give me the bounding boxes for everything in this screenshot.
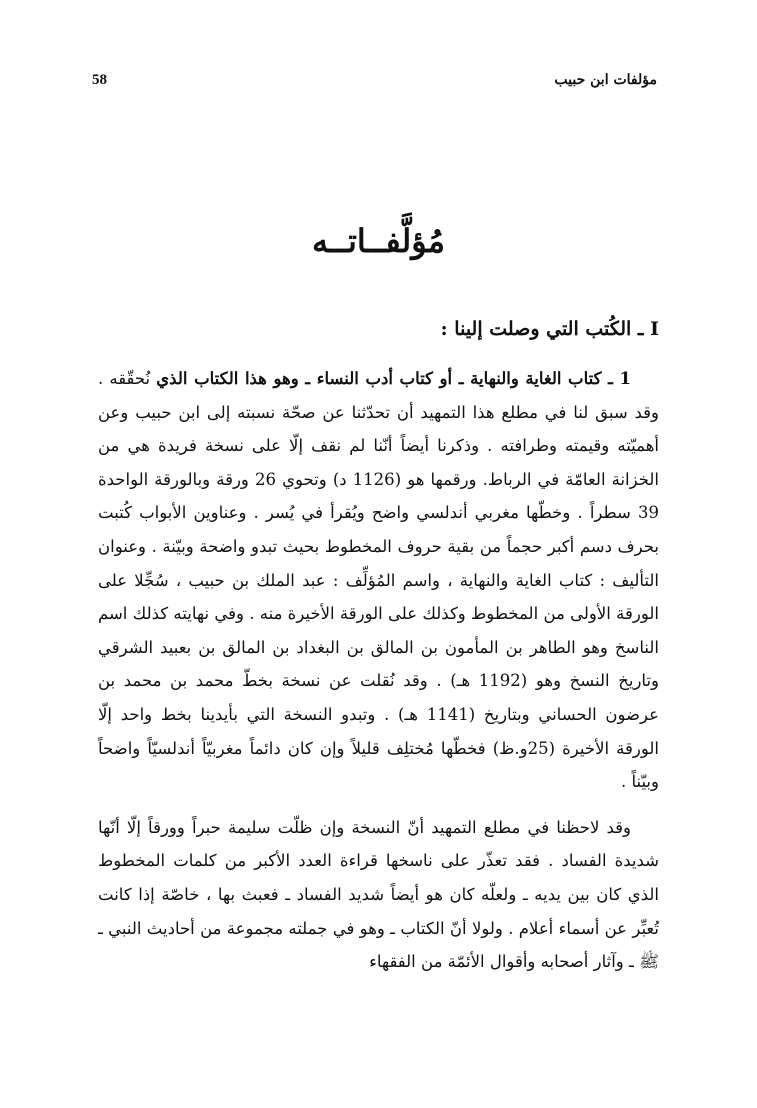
paragraph-1-body: نُحقّقه . وقد سبق لنا في مطلع هذا التمهيد أن تحدّثنا عن صحّة نسبته إلى ابن حبيب وعن أهميّته وقيمته وطرافته . وذكرنا أيضاً أنّنا لم نقف إلّا على نسخة فريدة هي من الخزانة العامّة في الرباط. ورقمها هو (1126 د) وتحوي 26 ورقة وبالورقة الواحدة 39 سطراً . وخطّها مغربي أندلسي واضح ويُقرأ في يُسر . وعناوين الأبواب كُتبت بحرف دسم أكبر حجماً من بقية حروف المخطوط بحيث تبدو واضحة وبيّنة . وعنوان التأليف : كتاب الغاية والنهاية ، واسم المُؤلِّف : عبد الملك بن حبيب ، سُجِّلا على الورقة الأولى من المخطوط وكذلك على الورقة الأخيرة منه . وفي نهايته كذلك اسم الناسخ وهو الطاهر بن المأمون بن المالق بن البغداد بن المالق بن بعبيد الشرقي وتاريخ النسخ وهو (1192 هـ) . وقد نُقلت عن نسخة بخطّ محمد بن محمد بن عرضون الحساني وبتاريخ (1141 هـ) . وتبدو النسخة التي بأيدينا بخط واحد إلّا الورقة الأخيرة (25و.ظ) فخطّها مُختلِف قليلاً وإن كان دائماً مغربيّاً أندلسيّاً واضحاً وبيّناً . xyxy=(98,369,659,792)
body-text xyxy=(98,362,659,979)
paragraph-1-lead: 1 ـ كتاب الغاية والنهاية ـ أو كتاب أدب النساء ـ وهو هذا الكتاب الذي xyxy=(156,369,631,388)
paragraph-1 xyxy=(98,362,659,799)
paragraph-2: وقد لاحظنا في مطلع التمهيد أنّ النسخة وإن ظلّت سليمة حبراً وورقاً إلّا أنّها شديدة الفساد . فقد تعذّر على ناسخها قراءة العدد الأكبر من كلمات المخطوط الذي كان بين يديه ـ ولعلّه كان هو أيضاً شديد الفساد ـ فعبث بها ، خاصّة إذا كانت تُعبِّر عن أسماء أعلام . ولولا أنّ الكتاب ـ وهو في جملته مجموعة من أحاديث النبي ـ ﷺ ـ وآثار أصحابه وأقوال الأئمّة من الفقهاء xyxy=(98,817,659,972)
chapter-title: مُؤلَّفــاتــه xyxy=(312,222,445,260)
running-header-title: مؤلفات ابن حبيب xyxy=(554,72,657,88)
page-number: 58 xyxy=(92,72,107,88)
section-heading: I ـ الكُتب التي وصلت إلينا : xyxy=(440,318,659,340)
